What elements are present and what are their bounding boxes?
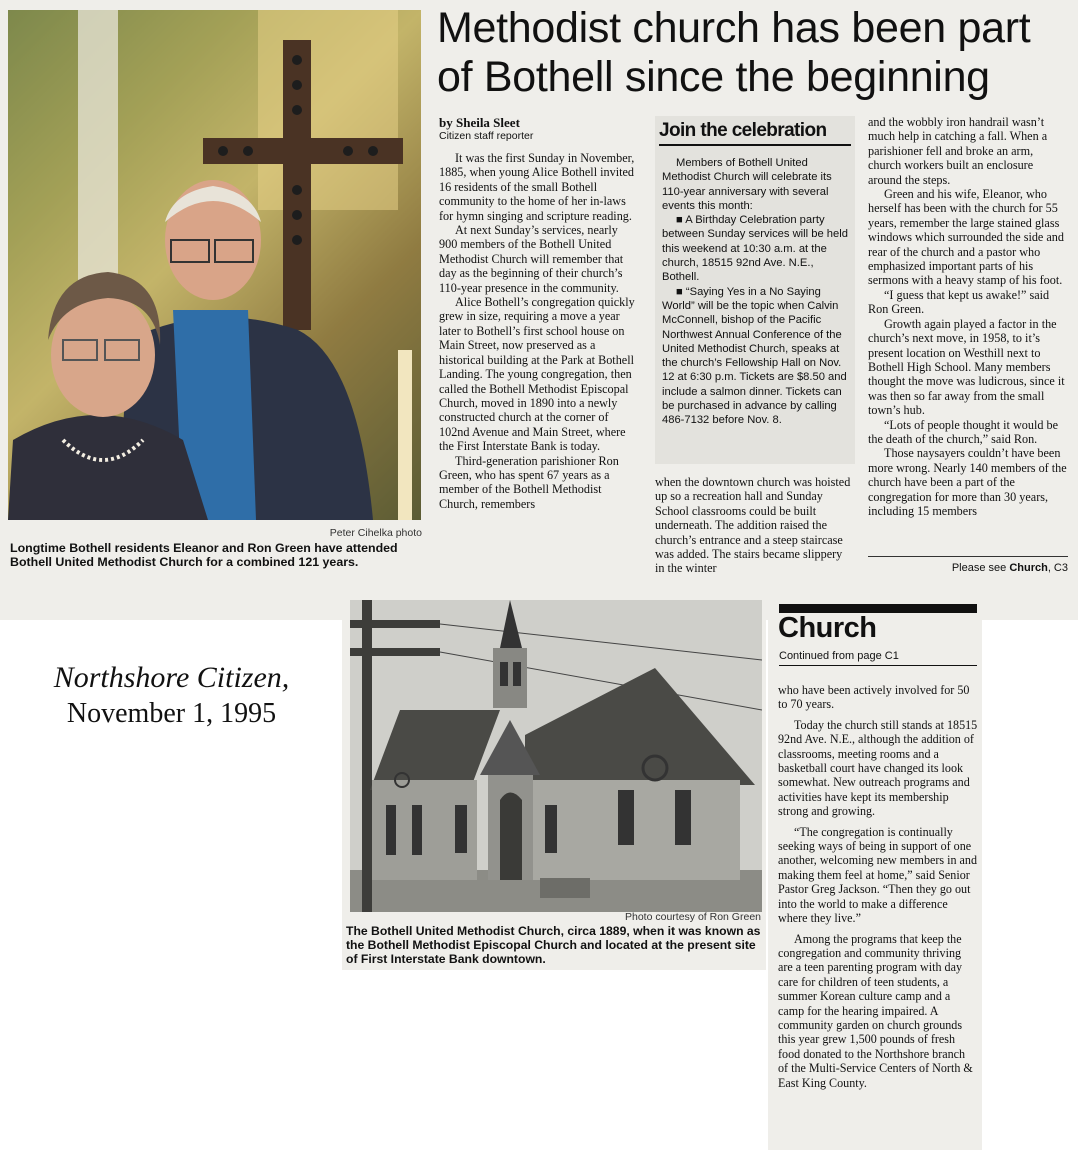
celebration-sidebar: [655, 116, 855, 464]
paragraph: who have been actively involved for 50 to 70 years.: [778, 683, 970, 712]
continued-column: [778, 683, 978, 1090]
paragraph: It was the first Sunday in November, 1885, when young Alice Bothell invited 16 residents of the small Bothell community to the home of her in-laws for hymn singing and scripture reading.: [439, 151, 635, 223]
sidebar-item: ■ A Birthday Celebration party between Sunday services will be held this weekend at 10:30 a.m. at the church, 18515 92nd Ave. N.E., Bothell.: [662, 214, 848, 284]
continued-from: Continued from page C1: [779, 650, 977, 666]
paragraph: “The congregation is continually seeking ways of being in support of one another, welcoming new members in and making them feel at home,” said Senior Pastor Greg Jackson. “Then they go out into the world to make a difference where they live.”: [778, 824, 978, 926]
article-column-2: [655, 475, 853, 576]
publication-date: November 1, 1995: [66, 698, 277, 729]
jump-headline: Church: [778, 612, 877, 644]
paragraph: At next Sunday’s services, nearly 900 members of the Bothell United Methodist Church will remember that day as the beginning of their church’s 110-year presence in the community.: [439, 223, 624, 295]
article-column-3: [868, 115, 1068, 518]
photo-caption: Longtime Bothell residents Eleanor and Ron Green have attended Bothell United Methodist Church for a combined 121 years.: [10, 541, 398, 569]
jump-target: Church: [1009, 562, 1048, 574]
paragraph: Green and his wife, Eleanor, who herself has been with the church for 55 years, remember the large stained glass windows which surrounded the side and rear of the church and a pastor who emphasized important parts of his sermons with a heavy stamp of his foot.: [868, 187, 1064, 288]
byline-role: Citizen staff reporter: [439, 130, 534, 142]
paragraph: Alice Bothell’s congregation quickly grew in size, requiring a move a year later to Bothell’s first school house on Main Street, now preserved as a historical building at the Park at Bothell Landing. The young congregation, then called the Bothell Methodist Episcopal Church, moved in 1890 into a newly constructed church at the corner of 102nd Avenue and Main Street, where the First Interstate Bank is today.: [439, 295, 635, 454]
paragraph: “I guess that kept us awake!” said Ron Green.: [868, 287, 1050, 317]
source-note: [14, 660, 329, 732]
jump-line: Please see Church, C3: [951, 562, 1068, 574]
publication-name: Northshore Citizen,: [53, 661, 290, 694]
headline-line-2: of Bothell since the beginning: [437, 53, 990, 101]
photo-credit: Peter Cihelka photo: [329, 527, 422, 539]
church-photo-caption: The Bothell United Methodist Church, circa 1889, when it was known as the Bothell Methodist Episcopal Church and located at the present site of First Interstate Bank downtown.: [346, 924, 761, 966]
paragraph: Growth again played a factor in the church’s next move, in 1958, to it’s present location on Westhill next to Bothell High School. Many members thought the move was ludicrous, since it was then so far away from the small town’s hub.: [868, 316, 1065, 418]
paragraph: Third-generation parishioner Ron Green, who has spent 67 years as a member of the Bothell Methodist Church, remembers: [439, 453, 619, 511]
sidebar-title: Join the celebration: [659, 120, 851, 146]
sidebar-item: ■ “Saying Yes in a No Saying World” will be the topic when Calvin McConnell, bishop of the Pacific Northwest Annual Conference of the United Methodist Church, speaks at the church’s Fellowship Hall on Nov. 12 at 6:30 p.m. Tickets are $8.50 and include a salmon dinner. Tickets can be purchased in advance by calling 486-7132 before Nov. 8.: [662, 285, 847, 427]
article-column-1: [439, 151, 638, 511]
bullet-icon: ■: [676, 285, 686, 298]
historic-church-photo: [350, 600, 762, 912]
green-couple-photo: [8, 10, 421, 520]
sidebar-intro: Members of Bothell United Methodist Church will celebrate its 110-year anniversary with several events this month:: [662, 157, 832, 212]
byline: by Sheila Sleet: [439, 115, 520, 130]
sidebar-body: [662, 156, 850, 428]
church-photo-credit: Photo courtesy of Ron Green: [625, 911, 761, 923]
paragraph: Among the programs that keep the congregation and community thriving are a teen parenting program with day care for children of teen students, a summer Korean culture camp and a camp for the hearing impaired. A community garden on church grounds this year grew 1,500 pounds of fresh food donated to the Northshore branch of the Multi-Service Centers of North & East King County.: [778, 931, 973, 1090]
paragraph: Today the church still stands at 18515 92nd Ave. N.E., although the addition of classrooms, meeting rooms and a basketball court have changed its look somewhat. New outreach programs and activities have kept its membership strong and growing.: [778, 717, 978, 819]
bullet-icon: ■: [676, 214, 686, 227]
paragraph: and the wobbly iron handrail wasn’t much help in catching a fall. When a parishioner fell and broke an arm, church workers built an enclosure around the steps.: [868, 115, 1048, 187]
headline-line-1: Methodist church has been part: [437, 4, 1031, 52]
paragraph: “Lots of people thought it would be the death of the church,” said Ron.: [868, 417, 1058, 446]
headline: [437, 4, 1077, 102]
paragraph: when the downtown church was hoisted up so a recreation hall and Sunday School classrooms could be built underneath. The addition raised the church’s entrance and a steep staircase was added. The stairs became slippery in the winter: [655, 475, 851, 576]
jump-divider: [868, 556, 1068, 557]
paragraph: Those naysayers couldn’t have been more wrong. Nearly 140 members of the church have been a part of the congregation for more than 30 years, including 15 members: [868, 446, 1067, 518]
